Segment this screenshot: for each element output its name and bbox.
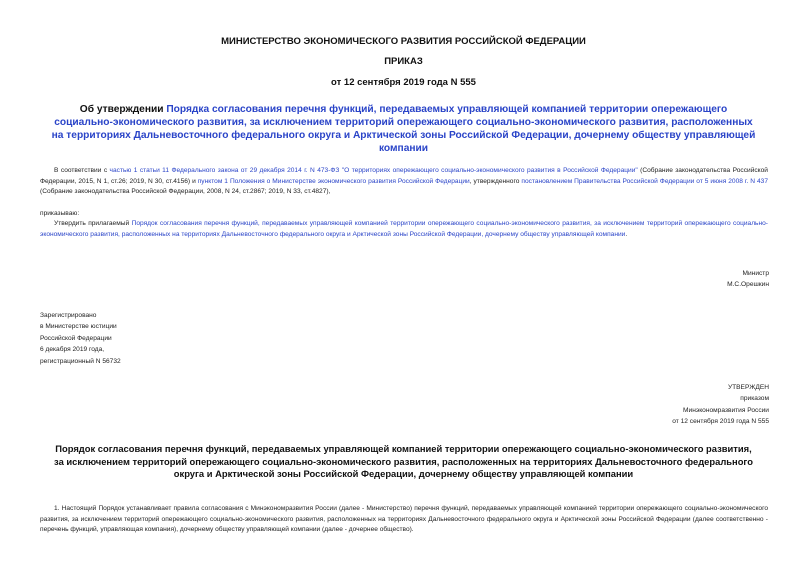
approval-line-2: приказом	[740, 395, 769, 403]
preamble-text-4: (Собрание законодательства Российской Федерации, 2008, N 24, ст.2867; 2019, N 33, ст.4827),	[40, 188, 331, 195]
approved-procedure-link[interactable]: Порядок согласования перечня функций, передаваемых управляющей компанией территории опережающего социально-экономического развития, за исключением территорий опережающего социально-экономического развития, расположенных на территориях Дальневосточного федерального округа и Арктической зоны Российской Федерации, дочернему обществу управляющей компании	[40, 220, 768, 238]
registration-line-5: регистрационный N 56732	[40, 357, 121, 365]
registration-line-4: 6 декабря 2019 года,	[40, 346, 105, 354]
order-title	[50, 103, 757, 155]
federal-law-link[interactable]: частью 1 статьи 11 Федерального закона от 29 декабря 2014 г. N 473-ФЗ "О территориях опережающего социально-экономического развития в Российской Федерации"	[109, 167, 638, 174]
registration-line-1: Зарегистрировано	[40, 312, 97, 319]
preamble-text-3: , утвержденного	[469, 177, 522, 185]
government-decree-link[interactable]: постановлением Правительства Российской Федерации от 5 июня 2008 г. N 437	[521, 177, 768, 185]
doc-type-heading: ПРИКАЗ	[384, 56, 423, 67]
approval-line-4: от 12 сентября 2019 года N 555	[672, 418, 769, 426]
order-text-2: .	[625, 230, 628, 238]
approval-line-1: УТВЕРЖДЕН	[727, 384, 769, 391]
order-text-1: Утвердить прилагаемый	[54, 220, 132, 227]
regulation-link[interactable]: пунктом 1 Положения о Министерстве экономического развития Российской Федерации	[197, 177, 470, 185]
signature-block	[569, 268, 769, 291]
preamble-text-2: (Собрание законодательства Российской Федерации, 2015, N 1, ст.26; 2019, N 30, ст.4156) и	[40, 167, 768, 185]
procedure-paragraph-1: 1. Настоящий Порядок устанавливает правила согласования с Минэкономразвития России (далее - Министерство) перечня функций, передаваемых управляющей компанией территории опережающего социально-экономического развития, за исключением территорий опережающего социально-экономического развития, расположенных на территориях Дальневосточного федерального округа и Арктической зоны Российской Федерации (далее соответственно - перечень функций, управляющая компания), дочернему обществу управляющей компании (далее - дочернее общество).	[40, 505, 768, 533]
registration-line-3: Российской Федерации	[40, 334, 112, 342]
order-paragraph	[40, 219, 768, 240]
preamble-paragraph	[40, 166, 768, 198]
approval-block	[529, 382, 769, 428]
registration-line-2: в Министерстве юстиции	[40, 323, 117, 331]
preamble-text-1: В соответствии с	[54, 167, 110, 174]
title-procedure-link[interactable]: Порядка согласования перечня функций, передаваемых управляющей компанией территории опережающего социально-экономического развития, за исключением территорий опережающего социально-экономического развития, расположенных на территориях Дальневосточного федерального округа и Арктической зоны Российской Федерации, дочернему обществу управляющей компании	[51, 104, 756, 154]
approval-line-3: Минэкономразвития России	[683, 406, 769, 414]
registration-block	[40, 310, 260, 367]
title-prefix: Об утверждении	[79, 104, 167, 115]
procedure-title: Порядок согласования перечня функций, передаваемых управляющей компанией территории опережающего социально-экономического развития, за исключением территорий опережающего социально-экономического развития, расположенных на территориях Дальневосточного федерального округа и Арктической зоны Российской Федерации, дочернему обществу управляющей компании	[54, 443, 753, 479]
signature-position: Министр	[742, 270, 769, 277]
signature-name: М.С.Орешкин	[727, 281, 769, 289]
ministry-heading: МИНИСТЕРСТВО ЭКОНОМИЧЕСКОГО РАЗВИТИЯ РОССИЙСКОЙ ФЕДЕРАЦИИ	[221, 36, 586, 47]
doc-date-heading: от 12 сентября 2019 года N 555	[331, 77, 476, 88]
order-command: приказываю:	[40, 210, 80, 217]
